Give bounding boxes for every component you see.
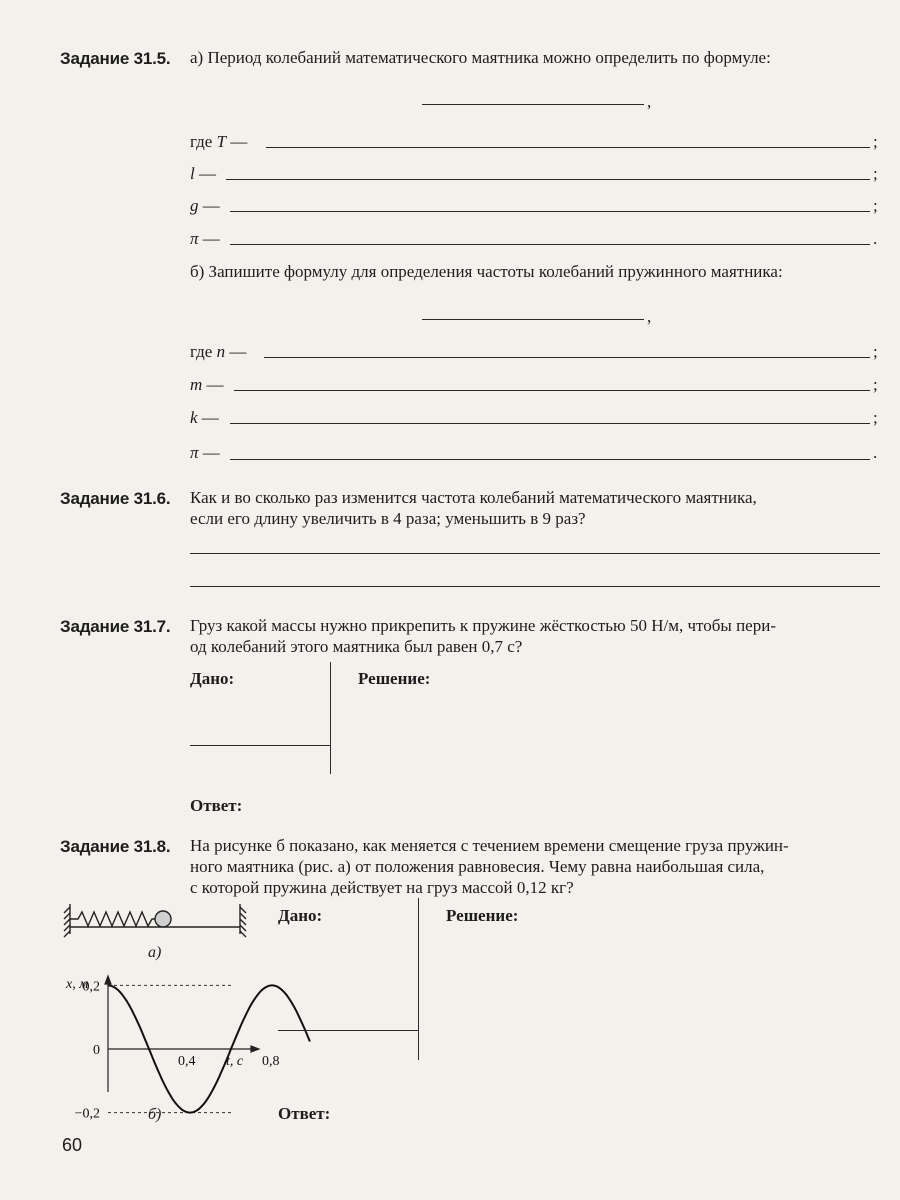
dash: — — [198, 164, 216, 183]
var-m: m — [190, 375, 203, 394]
fig-b-label: б) — [148, 1106, 162, 1123]
var-g-label — [190, 196, 220, 216]
semicolon: ; — [873, 408, 878, 427]
y-tick-label: −0,2 — [74, 1106, 100, 1122]
var-n: n — [216, 342, 226, 361]
task-31-6-line1: Как и во сколько раз изменится частота колебаний математического маятника, — [190, 488, 757, 507]
given-bottom-line-2 — [278, 1030, 418, 1031]
answer-label: Ответ: — [190, 796, 243, 815]
task-31-5-title: Задание 31.5. — [60, 49, 171, 68]
semicolon: ; — [873, 342, 878, 361]
var-T-line[interactable] — [266, 147, 870, 148]
page-number: 60 — [62, 1135, 83, 1155]
var-pi-line[interactable] — [230, 244, 870, 245]
semicolon: ; — [873, 132, 878, 151]
y-axis-label: x, м — [66, 977, 89, 992]
task-31-8-line3: с которой пружина действует на груз массой 0,12 кг? — [190, 878, 574, 897]
solution-label: Решение: — [358, 669, 431, 688]
where-label — [190, 132, 247, 152]
answer-label-2: Ответ: — [278, 1104, 331, 1123]
given-label: Дано: — [190, 669, 235, 688]
x-axis-arrow — [251, 1046, 259, 1052]
task-31-8-line1: На рисунке б показано, как меняется с течением времени смещение груза пружин- — [190, 836, 789, 855]
answer-line-1[interactable] — [190, 553, 880, 554]
fig-a-label: а) — [148, 944, 162, 961]
var-m-label — [190, 375, 224, 395]
given-bottom-line — [190, 745, 330, 746]
x-tick-label: 0,8 — [262, 1054, 280, 1069]
where-word: где — [190, 342, 213, 361]
task-31-6-title: Задание 31.6. — [60, 489, 171, 508]
where-word: где — [190, 132, 213, 151]
var-k-line[interactable] — [230, 423, 870, 424]
answer-line-2[interactable] — [190, 586, 880, 587]
given-divider-2 — [418, 898, 419, 1060]
var-l: l — [190, 164, 195, 183]
y-tick-label: 0,2 — [82, 979, 100, 995]
dash: — — [229, 342, 247, 361]
formula-a-answer-line[interactable] — [422, 104, 644, 105]
solution-label-2: Решение: — [446, 906, 519, 925]
dash: — — [202, 229, 220, 248]
var-T: T — [216, 132, 227, 151]
var-pi-label — [190, 229, 220, 249]
y-tick-label: 0 — [93, 1043, 100, 1058]
spring — [70, 912, 156, 926]
var-pi-b-line[interactable] — [230, 459, 870, 460]
comma: , — [647, 307, 652, 326]
var-l-label — [190, 164, 216, 184]
comma: , — [647, 92, 652, 111]
task-31-5-part-b: б) Запишите формулу для определения частоты колебаний пружинного маятника: — [190, 262, 783, 281]
task-31-6-line2: если его длину увеличить в 4 раза; уменьшить в 9 раз? — [190, 509, 586, 528]
semicolon: ; — [873, 164, 878, 183]
period: . — [873, 229, 878, 248]
given-divider — [330, 662, 331, 774]
period: . — [873, 443, 878, 462]
var-pi: π — [190, 229, 199, 248]
ball — [155, 911, 171, 927]
where-label-b — [190, 342, 246, 362]
var-n-line[interactable] — [264, 357, 870, 358]
x-axis-label: t, c — [226, 1054, 244, 1069]
var-pi-b: π — [190, 443, 199, 462]
var-k: k — [190, 408, 198, 427]
dash: — — [202, 443, 220, 462]
var-k-label — [190, 408, 219, 428]
task-31-8-line2: ного маятника (рис. а) от положения равновесия. Чему равна наибольшая сила, — [190, 857, 765, 876]
var-g-line[interactable] — [230, 211, 870, 212]
var-pi-b-label — [190, 443, 220, 463]
var-m-line[interactable] — [234, 390, 870, 391]
y-axis-arrow — [105, 976, 111, 984]
semicolon: ; — [873, 375, 878, 394]
oscillation-graph — [60, 972, 280, 1122]
formula-b-answer-line[interactable] — [422, 319, 644, 320]
semicolon: ; — [873, 196, 878, 215]
dash: — — [206, 375, 224, 394]
dash: — — [202, 196, 220, 215]
task-31-7-line1: Груз какой массы нужно прикрепить к пружине жёсткостью 50 Н/м, чтобы пери- — [190, 616, 776, 635]
x-tick-label: 0,4 — [178, 1054, 196, 1069]
task-31-7-title: Задание 31.7. — [60, 617, 171, 636]
task-31-7-line2: од колебаний этого маятника был равен 0,7 с? — [190, 637, 523, 656]
dash: — — [201, 408, 219, 427]
var-g: g — [190, 196, 199, 215]
given-label-2: Дано: — [278, 906, 323, 925]
task-31-5-part-a: а) Период колебаний математического маятника можно определить по формуле: — [190, 48, 771, 67]
var-l-line[interactable] — [226, 179, 870, 180]
dash: — — [230, 132, 248, 151]
task-31-8-title: Задание 31.8. — [60, 837, 171, 856]
